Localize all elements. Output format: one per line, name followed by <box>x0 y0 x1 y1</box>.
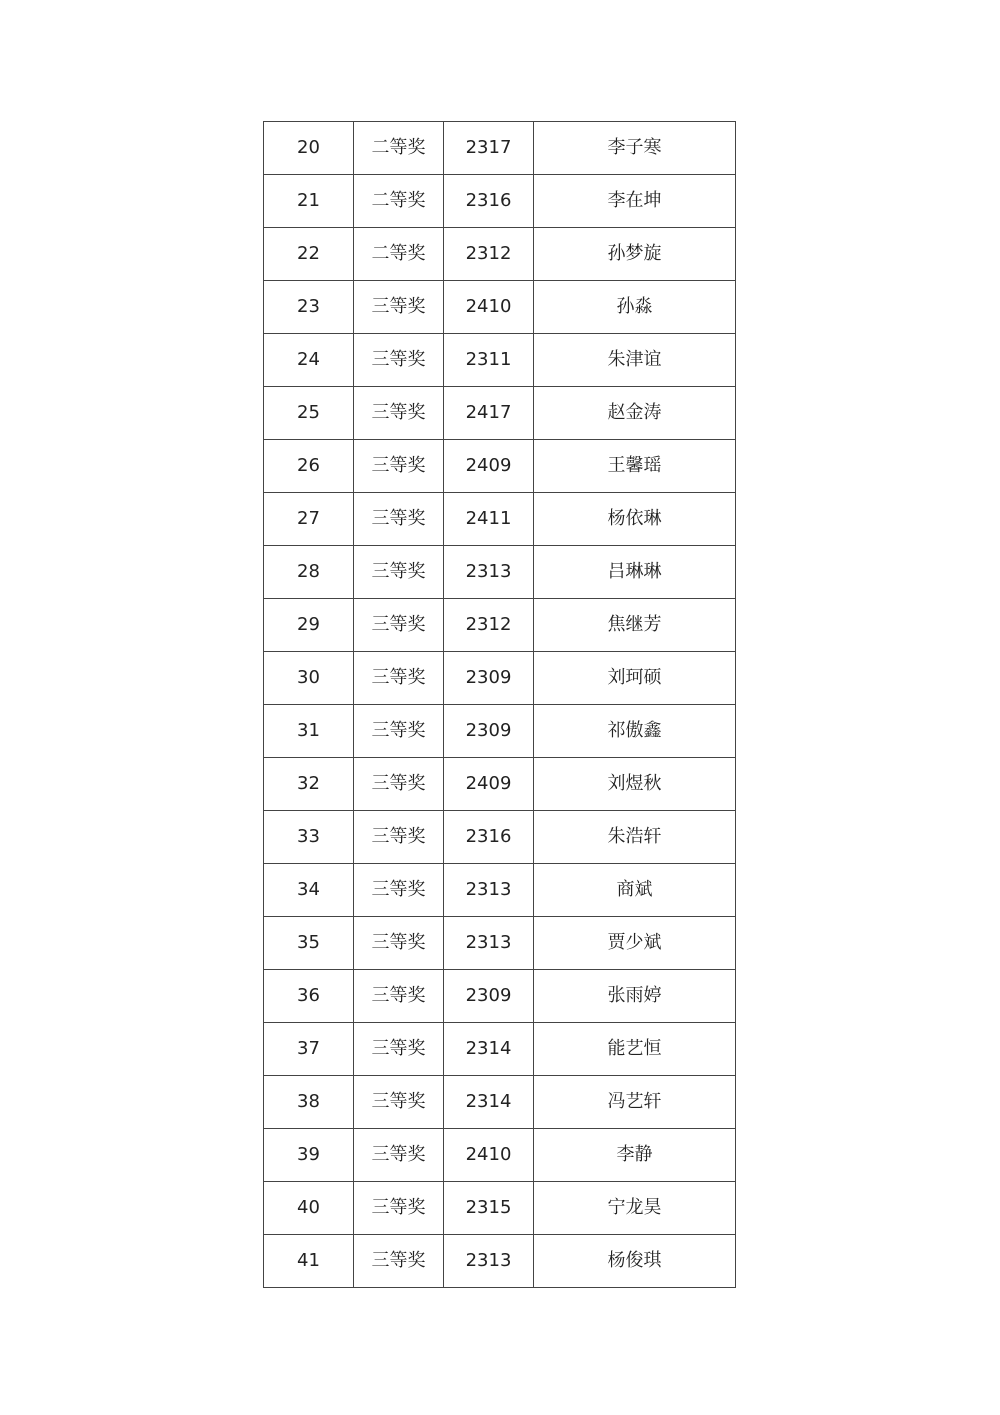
table-row <box>264 599 736 652</box>
row-number-cell: 38 <box>264 1076 354 1129</box>
student-name-cell: 能艺恒 <box>534 1023 736 1076</box>
table-row <box>264 652 736 705</box>
award-level-cell: 三等奖 <box>354 758 444 811</box>
class-number-cell: 2316 <box>444 175 534 228</box>
student-name-cell: 李静 <box>534 1129 736 1182</box>
student-name-cell: 贾少斌 <box>534 917 736 970</box>
row-number-cell: 28 <box>264 546 354 599</box>
class-number-cell: 2309 <box>444 705 534 758</box>
table-row <box>264 387 736 440</box>
student-name-cell: 祁傲鑫 <box>534 705 736 758</box>
table-row <box>264 705 736 758</box>
class-number-cell: 2314 <box>444 1076 534 1129</box>
award-level-cell: 三等奖 <box>354 387 444 440</box>
table-row <box>264 546 736 599</box>
row-number-cell: 37 <box>264 1023 354 1076</box>
award-level-cell: 三等奖 <box>354 970 444 1023</box>
row-number-cell: 20 <box>264 122 354 175</box>
row-number-cell: 30 <box>264 652 354 705</box>
student-name-cell: 商斌 <box>534 864 736 917</box>
table-row <box>264 1076 736 1129</box>
row-number-cell: 31 <box>264 705 354 758</box>
table-row <box>264 1023 736 1076</box>
award-level-cell: 三等奖 <box>354 1076 444 1129</box>
row-number-cell: 36 <box>264 970 354 1023</box>
award-level-cell: 二等奖 <box>354 122 444 175</box>
class-number-cell: 2311 <box>444 334 534 387</box>
student-name-cell: 王馨瑶 <box>534 440 736 493</box>
class-number-cell: 2411 <box>444 493 534 546</box>
class-number-cell: 2309 <box>444 970 534 1023</box>
award-level-cell: 三等奖 <box>354 1023 444 1076</box>
award-level-cell: 三等奖 <box>354 1235 444 1288</box>
award-list-table <box>263 121 736 1288</box>
award-level-cell: 三等奖 <box>354 1182 444 1235</box>
table-row <box>264 1182 736 1235</box>
class-number-cell: 2312 <box>444 599 534 652</box>
student-name-cell: 冯艺轩 <box>534 1076 736 1129</box>
award-level-cell: 三等奖 <box>354 1129 444 1182</box>
award-level-cell: 二等奖 <box>354 228 444 281</box>
table-row <box>264 811 736 864</box>
table-row <box>264 440 736 493</box>
class-number-cell: 2313 <box>444 546 534 599</box>
row-number-cell: 39 <box>264 1129 354 1182</box>
class-number-cell: 2410 <box>444 1129 534 1182</box>
student-name-cell: 孙淼 <box>534 281 736 334</box>
award-level-cell: 三等奖 <box>354 864 444 917</box>
class-number-cell: 2410 <box>444 281 534 334</box>
student-name-cell: 杨俊琪 <box>534 1235 736 1288</box>
table-row <box>264 970 736 1023</box>
row-number-cell: 23 <box>264 281 354 334</box>
student-name-cell: 杨依琳 <box>534 493 736 546</box>
student-name-cell: 刘珂硕 <box>534 652 736 705</box>
class-number-cell: 2317 <box>444 122 534 175</box>
student-name-cell: 朱津谊 <box>534 334 736 387</box>
table-row <box>264 864 736 917</box>
class-number-cell: 2309 <box>444 652 534 705</box>
student-name-cell: 朱浩轩 <box>534 811 736 864</box>
row-number-cell: 35 <box>264 917 354 970</box>
award-list-body <box>264 122 736 1288</box>
row-number-cell: 33 <box>264 811 354 864</box>
award-level-cell: 三等奖 <box>354 917 444 970</box>
row-number-cell: 40 <box>264 1182 354 1235</box>
row-number-cell: 27 <box>264 493 354 546</box>
row-number-cell: 34 <box>264 864 354 917</box>
class-number-cell: 2409 <box>444 440 534 493</box>
row-number-cell: 22 <box>264 228 354 281</box>
table-row <box>264 122 736 175</box>
award-level-cell: 三等奖 <box>354 440 444 493</box>
row-number-cell: 26 <box>264 440 354 493</box>
award-level-cell: 三等奖 <box>354 811 444 864</box>
class-number-cell: 2316 <box>444 811 534 864</box>
class-number-cell: 2312 <box>444 228 534 281</box>
student-name-cell: 李在坤 <box>534 175 736 228</box>
table-row <box>264 917 736 970</box>
row-number-cell: 21 <box>264 175 354 228</box>
student-name-cell: 李子寒 <box>534 122 736 175</box>
row-number-cell: 32 <box>264 758 354 811</box>
table-row <box>264 1129 736 1182</box>
class-number-cell: 2417 <box>444 387 534 440</box>
student-name-cell: 宁龙昊 <box>534 1182 736 1235</box>
award-level-cell: 三等奖 <box>354 599 444 652</box>
award-level-cell: 三等奖 <box>354 652 444 705</box>
table-row <box>264 758 736 811</box>
student-name-cell: 赵金涛 <box>534 387 736 440</box>
row-number-cell: 29 <box>264 599 354 652</box>
class-number-cell: 2409 <box>444 758 534 811</box>
award-level-cell: 三等奖 <box>354 334 444 387</box>
table-row <box>264 493 736 546</box>
student-name-cell: 张雨婷 <box>534 970 736 1023</box>
student-name-cell: 吕琳琳 <box>534 546 736 599</box>
row-number-cell: 41 <box>264 1235 354 1288</box>
class-number-cell: 2313 <box>444 1235 534 1288</box>
award-level-cell: 三等奖 <box>354 705 444 758</box>
table-row <box>264 175 736 228</box>
table-row <box>264 334 736 387</box>
class-number-cell: 2313 <box>444 864 534 917</box>
award-level-cell: 三等奖 <box>354 546 444 599</box>
row-number-cell: 25 <box>264 387 354 440</box>
student-name-cell: 孙梦旋 <box>534 228 736 281</box>
table-row <box>264 281 736 334</box>
student-name-cell: 焦继芳 <box>534 599 736 652</box>
row-number-cell: 24 <box>264 334 354 387</box>
table-row <box>264 1235 736 1288</box>
table-row <box>264 228 736 281</box>
award-level-cell: 二等奖 <box>354 175 444 228</box>
class-number-cell: 2315 <box>444 1182 534 1235</box>
class-number-cell: 2314 <box>444 1023 534 1076</box>
award-level-cell: 三等奖 <box>354 281 444 334</box>
class-number-cell: 2313 <box>444 917 534 970</box>
award-level-cell: 三等奖 <box>354 493 444 546</box>
student-name-cell: 刘煜秋 <box>534 758 736 811</box>
